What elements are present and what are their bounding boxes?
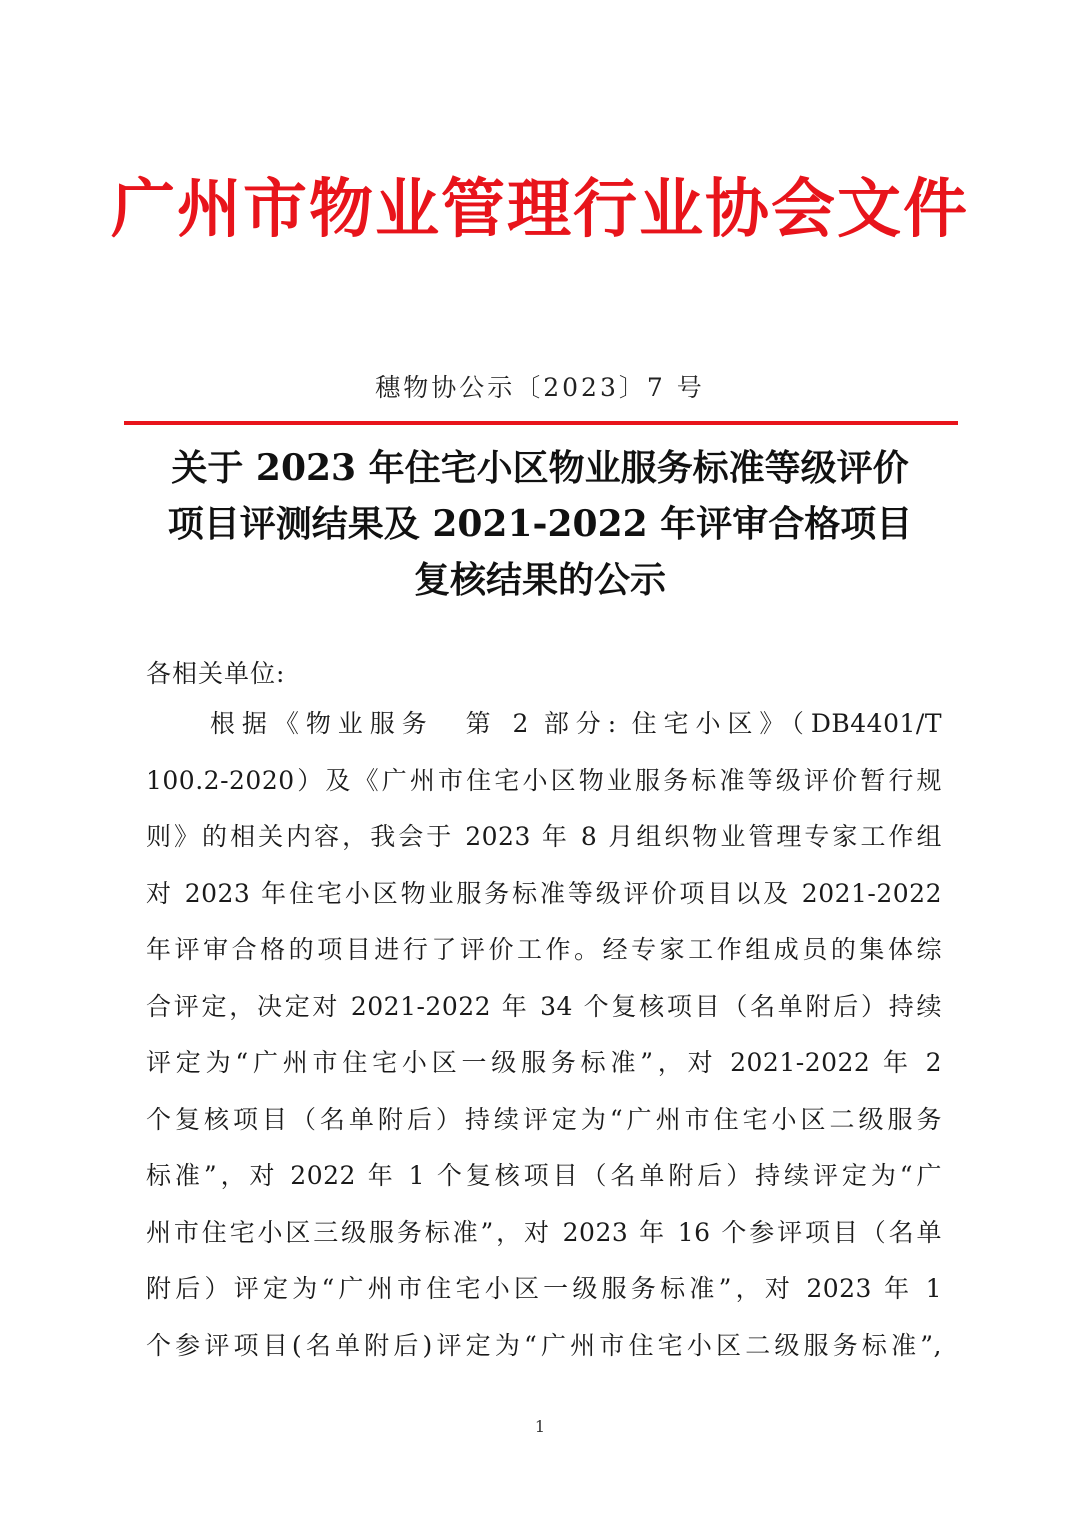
body-paragraph — [146, 696, 942, 1374]
notice-title — [130, 440, 950, 608]
body-line: 则》的相关内容，我会于 2023 年 8 月组织物业管理专家工作组 — [146, 822, 942, 851]
body-line: 标准”，对 2022 年 1 个复核项目（名单附后）持续评定为“广 — [146, 1161, 942, 1190]
page-number: 1 — [534, 1417, 546, 1436]
body-line: 年评审合格的项目进行了评价工作。经专家工作组成员的集体综 — [146, 935, 942, 964]
red-divider-line — [124, 421, 958, 425]
body-line: 合评定，决定对 2021-2022 年 34 个复核项目（名单附后）持续 — [146, 991, 942, 1021]
salutation: 各相关单位: — [146, 659, 286, 688]
body-line: 根据《物业服务 第 2 部分: 住宅小区》（DB4401/T — [146, 709, 942, 738]
body-line: 对 2023 年住宅小区物业服务标准等级评价项目以及 2021-2022 — [146, 878, 942, 908]
masthead-title: 广州市物业管理行业协会文件 — [111, 173, 969, 247]
title-line-3: 复核结果的公示 — [413, 559, 666, 601]
body-line: 个参评项目(名单附后)评定为“广州市住宅小区二级服务标准”, — [146, 1330, 942, 1360]
document-number: 穗物协公示〔2023〕7 号 — [375, 373, 705, 402]
body-line: 个复核项目（名单附后）持续评定为“广州市住宅小区二级服务 — [146, 1104, 942, 1134]
body-line: 州市住宅小区三级服务标准”，对 2023 年 16 个参评项目（名单 — [146, 1217, 942, 1247]
body-line: 附后）评定为“广州市住宅小区一级服务标准”，对 2023 年 1 — [146, 1274, 942, 1303]
body-line: 100.2-2020）及《广州市住宅小区物业服务标准等级评价暂行规 — [146, 765, 942, 795]
body-line: 评定为“广州市住宅小区一级服务标准”，对 2021-2022 年 2 — [146, 1048, 942, 1077]
title-line-1: 关于 2023 年住宅小区物业服务标准等级评价 — [171, 447, 909, 489]
title-line-2: 项目评测结果及 2021-2022 年评审合格项目 — [167, 503, 913, 545]
